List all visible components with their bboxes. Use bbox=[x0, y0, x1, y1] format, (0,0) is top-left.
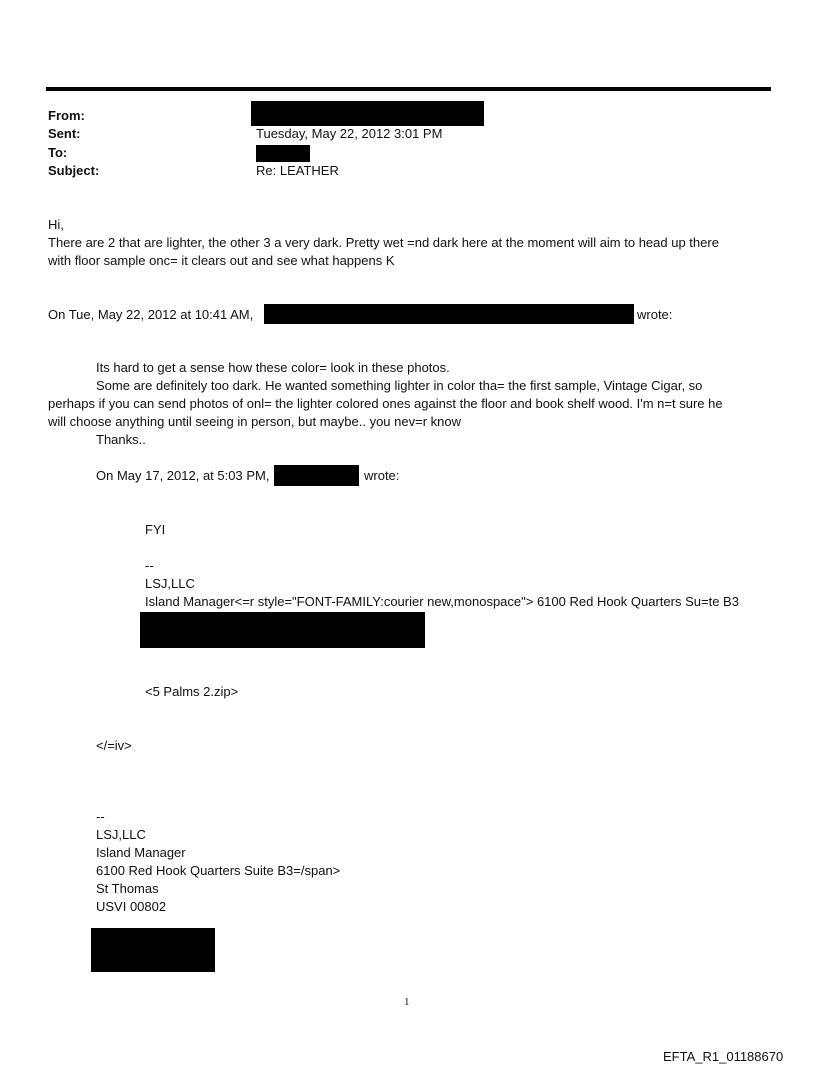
signature-address: Island Manager<=r style="FONT-FAMILY:courier new,monospace"> 6100 Red Hook Quarters Su=te B3 bbox=[145, 594, 739, 609]
header-rule bbox=[46, 87, 771, 91]
redacted-signature bbox=[140, 612, 425, 648]
attachment-name: <5 Palms 2.zip> bbox=[145, 684, 239, 699]
sent-label: Sent: bbox=[48, 126, 81, 141]
signature-dash: -- bbox=[145, 558, 154, 573]
page-number: 1 bbox=[404, 996, 410, 1008]
fyi-text: FYI bbox=[145, 522, 166, 537]
greeting: Hi, bbox=[48, 217, 64, 232]
quote-intro-suffix: wrote: bbox=[364, 468, 400, 483]
quote-line: Some are definitely too dark. He wanted something lighter in color tha= the first sample, Vintage Cigar, so bbox=[96, 378, 703, 393]
signature-company: LSJ,LLC bbox=[96, 827, 146, 842]
markup-fragment: </=iv> bbox=[96, 738, 132, 753]
redacted-block bbox=[91, 928, 215, 972]
redacted-to bbox=[256, 145, 310, 162]
sent-value: Tuesday, May 22, 2012 3:01 PM bbox=[256, 126, 443, 141]
body-line: with floor sample onc= it clears out and see what happens K bbox=[48, 253, 395, 268]
quote-line: Its hard to get a sense how these color= look in these photos. bbox=[96, 360, 450, 375]
quote-intro: On Tue, May 22, 2012 at 10:41 AM, bbox=[48, 307, 254, 322]
redacted-sender bbox=[274, 465, 359, 486]
signature-title: Island Manager bbox=[96, 845, 186, 860]
signature-zip: USVI 00802 bbox=[96, 899, 167, 914]
quote-line: will choose anything until seeing in person, but maybe.. you nev=r know bbox=[48, 414, 461, 429]
signature-company: LSJ,LLC bbox=[145, 576, 195, 591]
from-label: From: bbox=[48, 108, 85, 123]
quote-line: Thanks.. bbox=[96, 432, 146, 447]
signature-city: St Thomas bbox=[96, 881, 159, 896]
signature-dash: -- bbox=[96, 809, 105, 824]
subject-label: Subject: bbox=[48, 163, 100, 178]
to-label: To: bbox=[48, 145, 68, 160]
quote-line: perhaps if you can send photos of onl= the lighter colored ones against the floor and book shelf wood. I'm n=t sure he bbox=[48, 396, 723, 411]
subject-value: Re: LEATHER bbox=[256, 163, 339, 178]
redacted-sender bbox=[264, 304, 634, 324]
body-line: There are 2 that are lighter, the other 3 a very dark. Pretty wet =nd dark here at the moment will aim to head up there bbox=[48, 235, 719, 250]
quote-intro: On May 17, 2012, at 5:03 PM, bbox=[96, 468, 270, 483]
signature-address: 6100 Red Hook Quarters Suite B3=/span> bbox=[96, 863, 341, 878]
document-id: EFTA_R1_01188670 bbox=[663, 1049, 784, 1064]
redacted-from bbox=[251, 101, 484, 126]
quote-intro-suffix: wrote: bbox=[637, 307, 673, 322]
